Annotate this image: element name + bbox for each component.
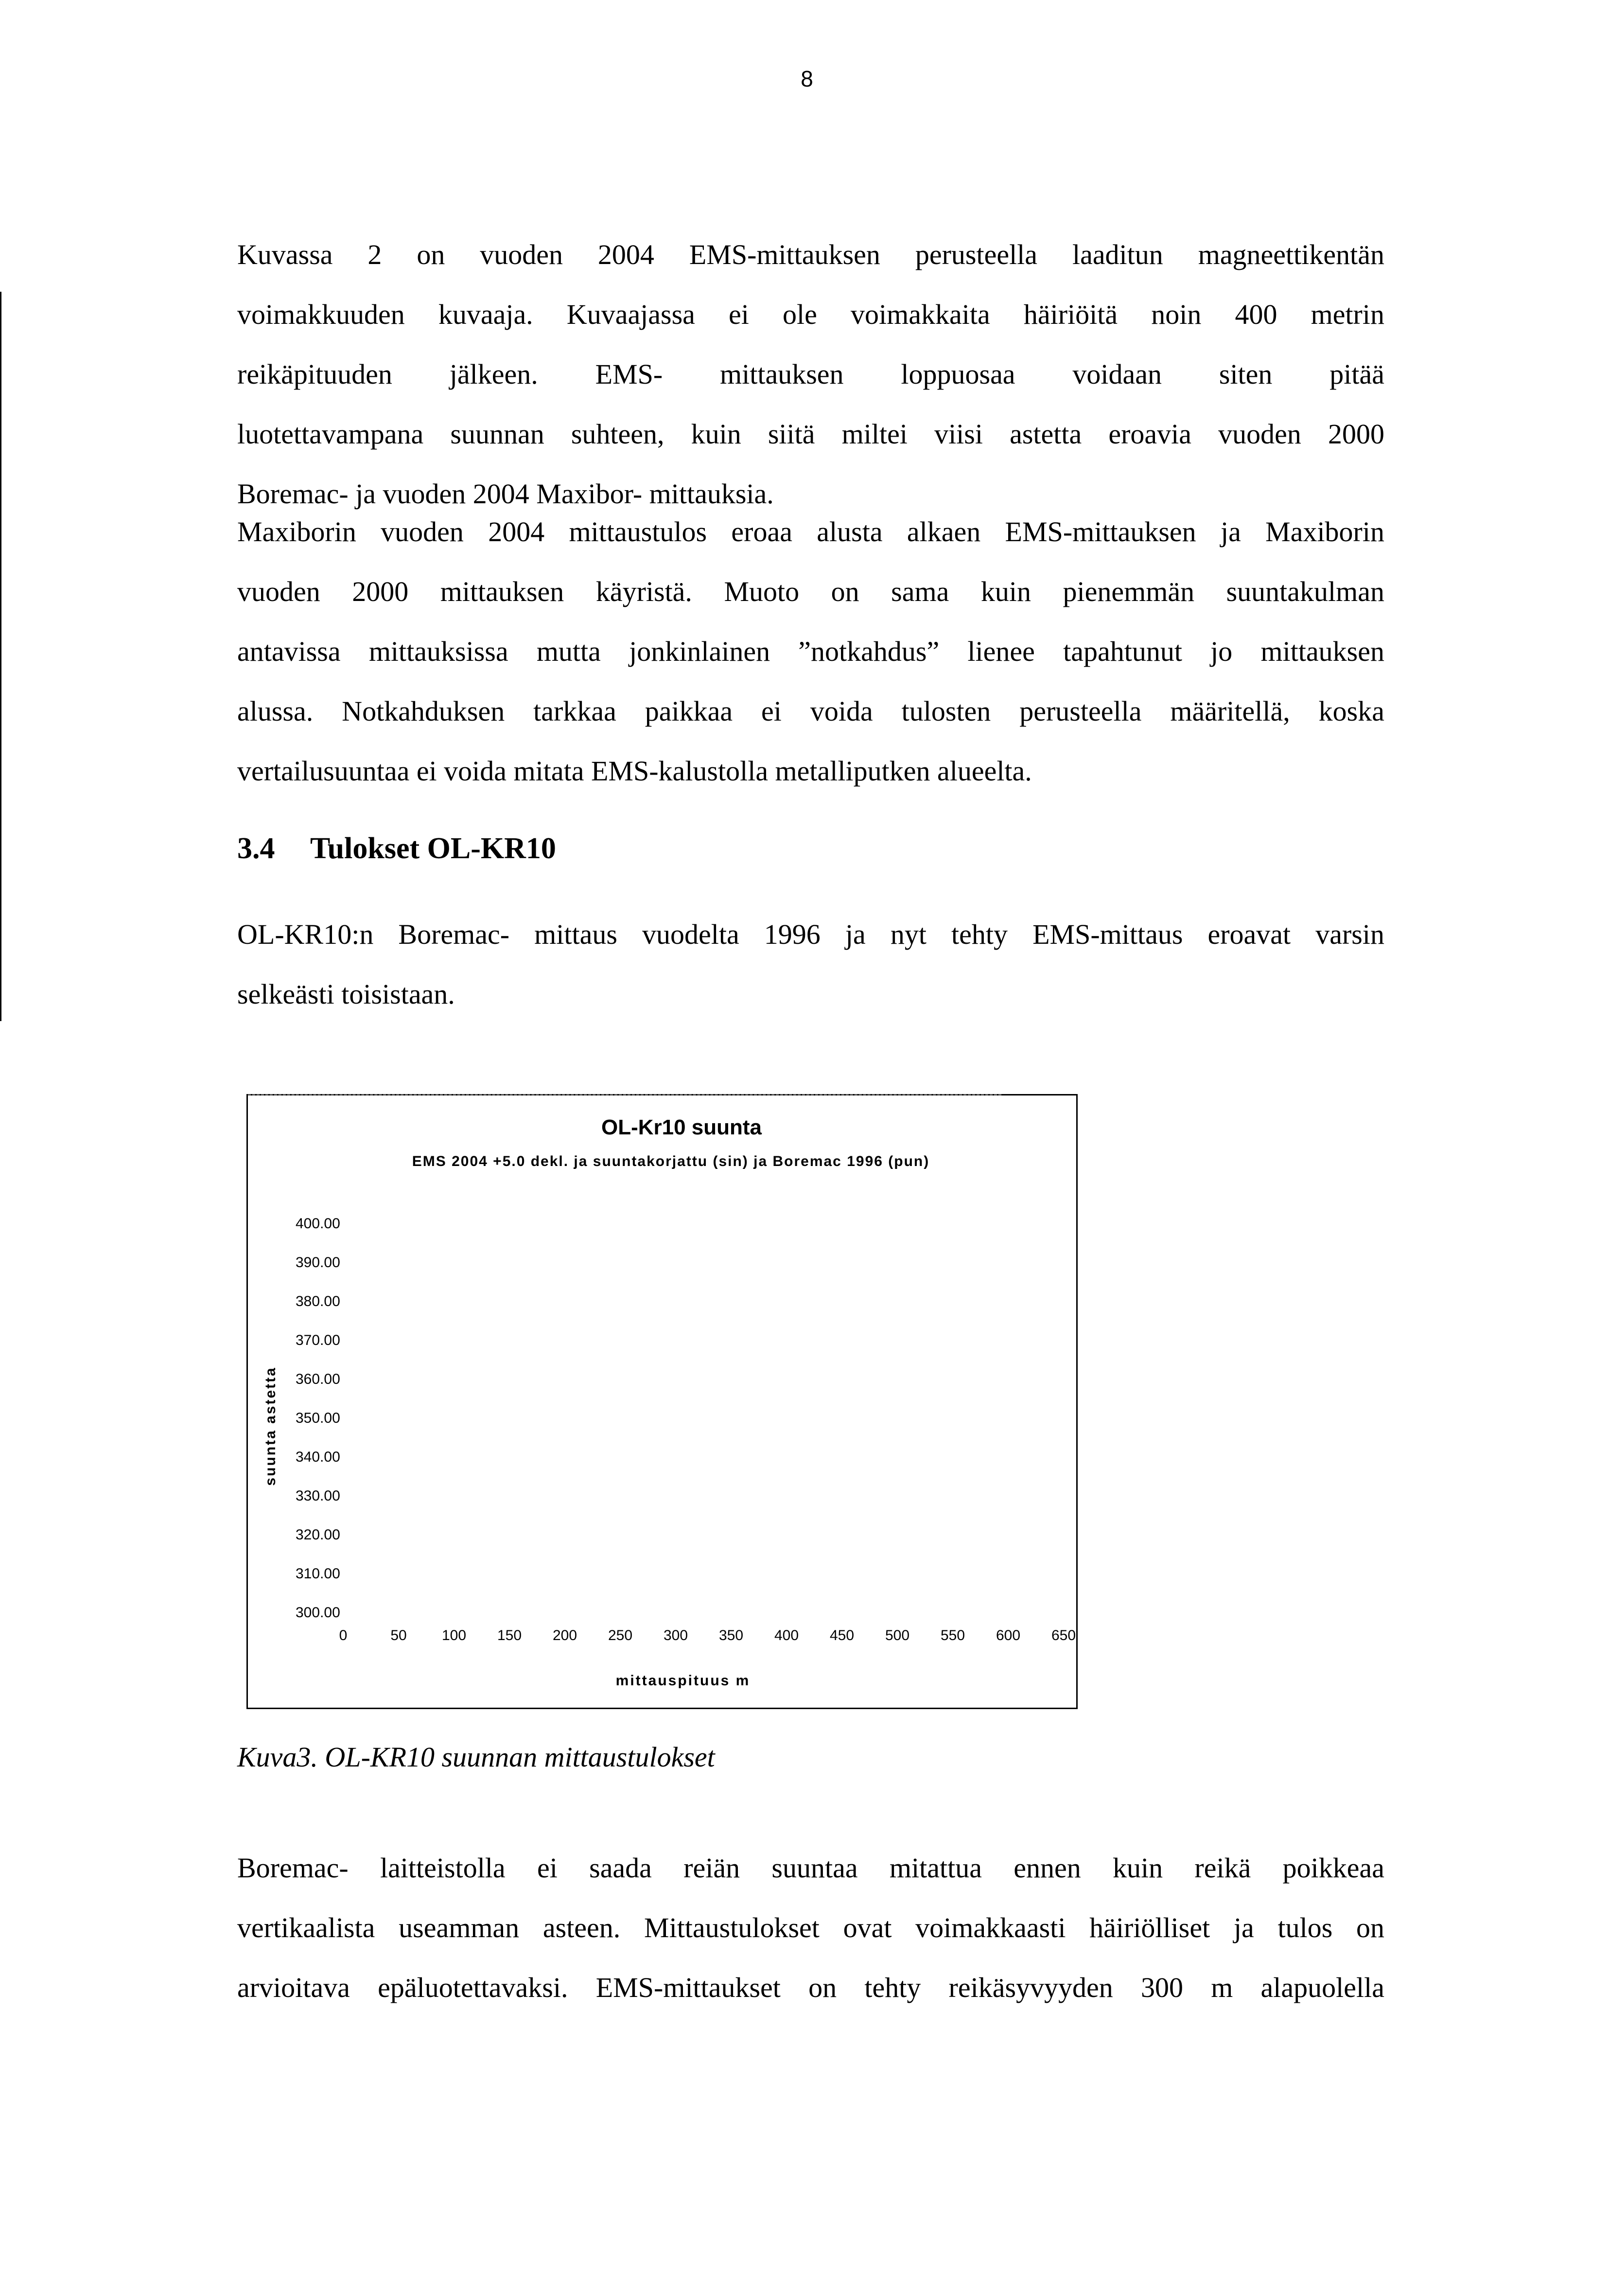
x-tick-label: 150 [497,1627,522,1643]
text-line: vuoden 2000 mittauksen käyristä. Muoto on sama kuin pienemmän suuntakulman [237,576,1384,607]
scan-edge-line [0,292,1,1021]
text-line: Maxiborin vuoden 2004 mittaustulos eroaa alusta alkaen EMS-mittauksen ja Maxiborin [237,516,1384,548]
x-tick-label: 650 [1051,1627,1076,1643]
text-line: antavissa mittauksissa mutta jonkinlainen ”notkahdus” lienee tapahtunut jo mittauksen [237,636,1384,667]
chart-subtitle: EMS 2004 +5.0 dekl. ja suuntakorjattu (sin) ja Boremac 1996 (pun) [412,1153,930,1169]
section-title: Tulokset OL-KR10 [310,832,556,865]
x-tick-label: 450 [829,1627,855,1643]
y-tick-label: 330.00 [296,1488,340,1504]
text-line: Kuvassa 2 on vuoden 2004 EMS-mittauksen perusteella laaditun magneettikentän [237,239,1384,270]
text-line: luotettavampana suunnan suhteen, kuin siitä miltei viisi astetta eroavia vuoden 2000 [237,418,1384,450]
y-tick-label: 370.00 [296,1332,340,1348]
text-line: Boremac- laitteistolla ei saada reiän suuntaa mitattua ennen kuin reikä poikkeaa [237,1852,1384,1884]
x-axis-label: mittauspituus m [615,1673,751,1689]
x-tick-label: 550 [940,1627,965,1643]
x-tick-label: 100 [441,1627,467,1643]
y-tick-label: 320.00 [296,1527,340,1543]
text-line: alussa. Notkahduksen tarkkaa paikkaa ei voida tulosten perusteella määritellä, koska [237,695,1384,727]
section-heading [237,831,556,866]
chart-frame [246,1094,1078,1709]
x-axis-ticks [339,1627,1076,1643]
text-line: reikäpituuden jälkeen. EMS- mittauksen loppuosaa voidaan siten pitää [237,358,1384,390]
y-axis-label: suunta astetta [262,1366,279,1486]
x-tick-label: 300 [663,1627,688,1643]
paragraph-olkr10 [237,904,1384,1024]
text-line: Boremac- ja vuoden 2004 Maxibor- mittauksia. [237,478,774,510]
x-tick-label: 50 [390,1627,407,1643]
y-tick-label: 340.00 [296,1449,340,1465]
figure-caption: Kuva3. OL-KR10 suunnan mittaustulokset [237,1741,715,1773]
x-tick-label: 600 [996,1627,1021,1643]
y-axis-ticks [296,1216,340,1621]
y-tick-label: 310.00 [296,1566,340,1582]
x-tick-label: 500 [885,1627,910,1643]
x-tick-label: 0 [339,1627,348,1643]
direction-chart [248,1095,1076,1708]
text-line: OL-KR10:n Boremac- mittaus vuodelta 1996 ja nyt tehty EMS-mittaus eroavat varsin [237,918,1384,950]
page-number: 8 [801,66,813,91]
paragraph-boremac [237,1838,1384,2017]
y-tick-label: 390.00 [296,1254,340,1271]
text-line: vertailusuuntaa ei voida mitata EMS-kalustolla metalliputken alueelta. [237,755,1032,787]
y-tick-label: 380.00 [296,1293,340,1309]
text-line: arvioitava epäluotettavaksi. EMS-mittaukset on tehty reikäsyvyyden 300 m alapuolella [237,1972,1384,2003]
section-number: 3.4 [237,832,275,865]
text-line: voimakkuuden kuvaaja. Kuvaajassa ei ole voimakkaita häiriöitä noin 400 metrin [237,299,1384,330]
x-tick-label: 400 [774,1627,799,1643]
y-tick-label: 350.00 [296,1410,340,1426]
y-tick-label: 300.00 [296,1605,340,1621]
y-tick-label: 400.00 [296,1216,340,1232]
x-tick-label: 350 [718,1627,744,1643]
chart-title: OL-Kr10 suunta [601,1115,762,1139]
x-tick-label: 250 [608,1627,633,1643]
text-line: vertikaalista useamman asteen. Mittaustulokset ovat voimakkaasti häiriölliset ja tulos on [237,1912,1384,1943]
text-line: selkeästi toisistaan. [237,978,455,1010]
paragraph-ems-intro [237,225,1384,524]
y-tick-label: 360.00 [296,1371,340,1387]
paragraph-maxibor [237,502,1384,801]
x-tick-label: 200 [552,1627,577,1643]
